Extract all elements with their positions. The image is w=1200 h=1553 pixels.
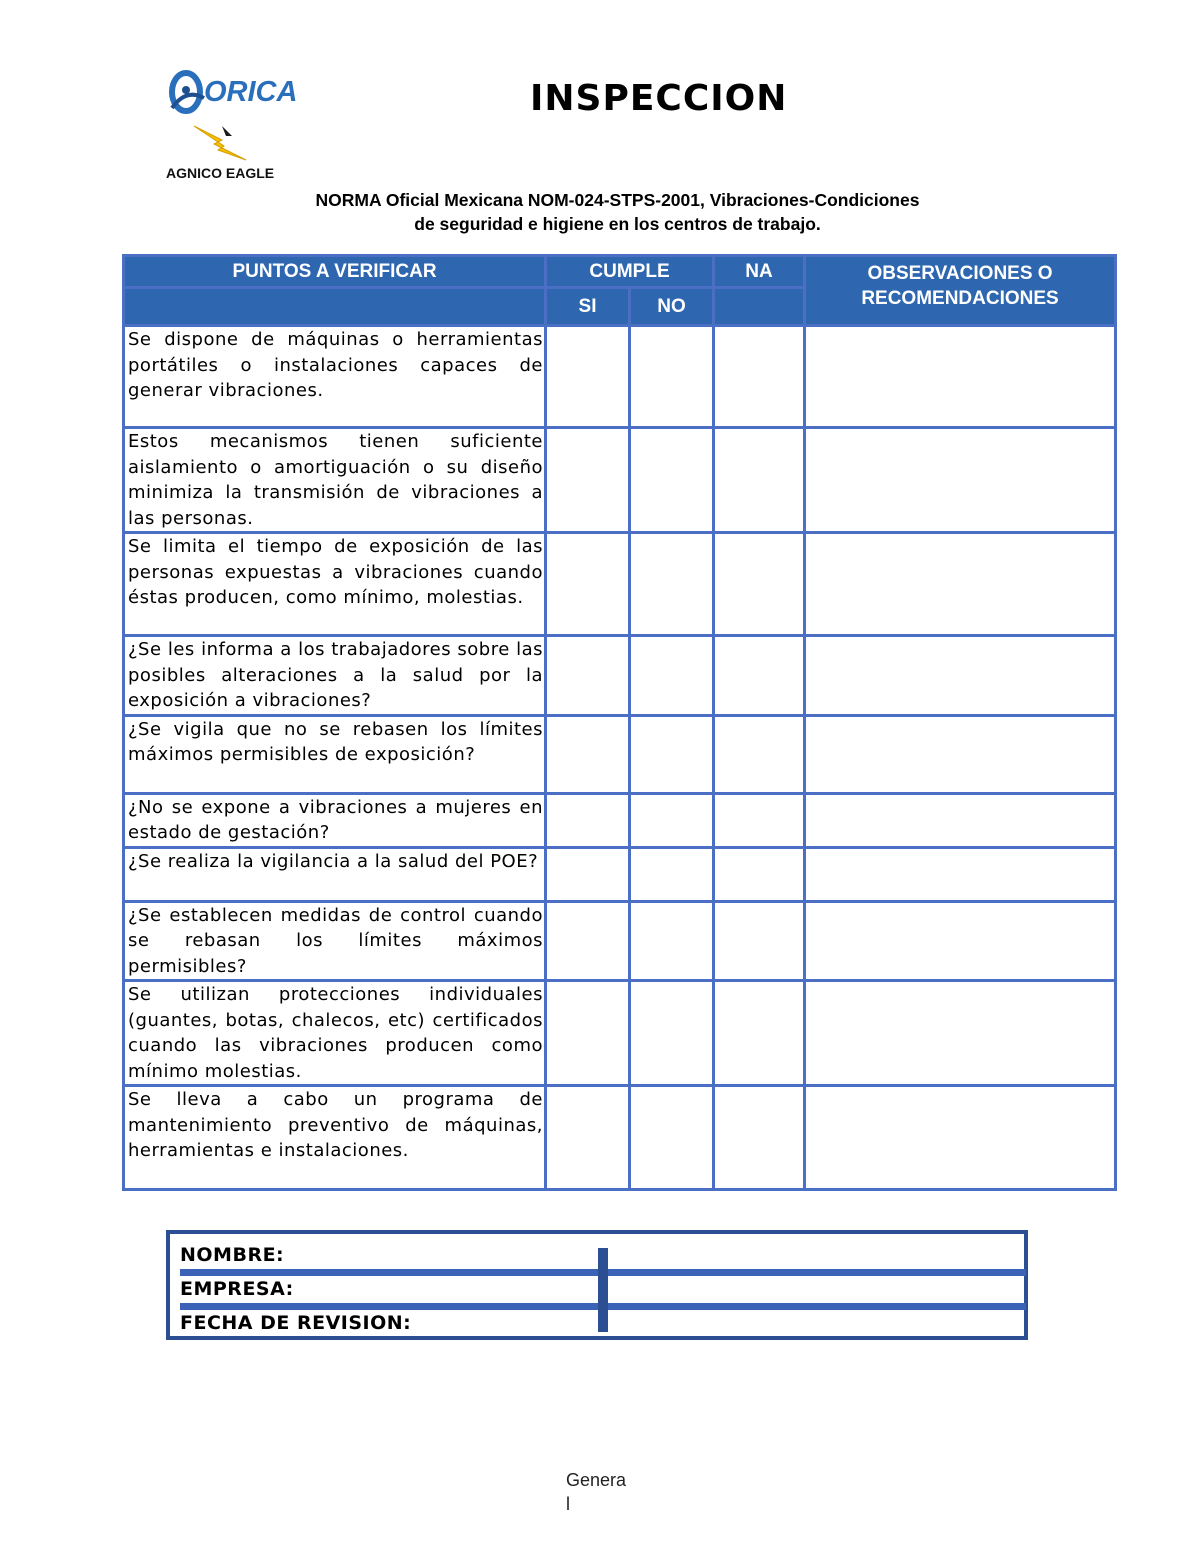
si-cell[interactable] xyxy=(546,793,630,847)
checklist-row xyxy=(124,326,1116,428)
nombre-field[interactable] xyxy=(610,1244,1020,1268)
na-cell[interactable] xyxy=(714,793,805,847)
observaciones-cell[interactable] xyxy=(805,715,1116,793)
norma-line-2: de seguridad e higiene en los centros de trabajo. xyxy=(414,214,821,234)
header-puntos-sub xyxy=(124,288,546,326)
header-si: SI xyxy=(546,288,630,326)
observaciones-cell[interactable] xyxy=(805,981,1116,1086)
no-cell[interactable] xyxy=(630,847,714,901)
checklist-body xyxy=(124,326,1116,1190)
question-text: Se utilizan protecciones individuales (guantes, botas, chalecos, etc) certificados cuando las vibraciones producen como mínimo molestias. xyxy=(124,981,546,1086)
si-cell[interactable] xyxy=(546,326,630,428)
question-text: Se dispone de máquinas o herramientas portátiles o instalaciones capaces de generar vibraciones. xyxy=(124,326,546,428)
observaciones-cell[interactable] xyxy=(805,793,1116,847)
empresa-field[interactable] xyxy=(610,1278,1020,1302)
norma-heading xyxy=(120,188,1115,236)
no-cell[interactable] xyxy=(630,533,714,636)
orica-logo-text: ORICA xyxy=(204,76,298,108)
checklist-row xyxy=(124,793,1116,847)
na-cell[interactable] xyxy=(714,715,805,793)
no-cell[interactable] xyxy=(630,901,714,981)
observaciones-cell[interactable] xyxy=(805,533,1116,636)
nombre-label: NOMBRE: xyxy=(180,1244,285,1266)
na-cell[interactable] xyxy=(714,847,805,901)
si-cell[interactable] xyxy=(546,901,630,981)
page-footer xyxy=(566,1468,626,1516)
na-cell[interactable] xyxy=(714,428,805,533)
page-footer-line-1: Genera xyxy=(566,1470,627,1490)
si-cell[interactable] xyxy=(546,847,630,901)
no-cell[interactable] xyxy=(630,636,714,716)
header-cumple: CUMPLE xyxy=(546,256,714,288)
no-cell[interactable] xyxy=(630,326,714,428)
na-cell[interactable] xyxy=(714,1086,805,1190)
checklist-row xyxy=(124,1086,1116,1190)
question-text: Estos mecanismos tienen suficiente aislamiento o amortiguación o su diseño minimiza la transmisión de vibraciones a las personas. xyxy=(124,428,546,533)
checklist-row xyxy=(124,636,1116,716)
header-observaciones: OBSERVACIONES O RECOMENDACIONES xyxy=(805,256,1116,326)
question-text: ¿Se realiza la vigilancia a la salud del POE? xyxy=(124,847,546,901)
norma-line-1: NORMA Oficial Mexicana NOM-024-STPS-2001, Vibraciones-Condiciones xyxy=(315,190,920,210)
si-cell[interactable] xyxy=(546,533,630,636)
page-footer-line-2: l xyxy=(566,1494,570,1514)
checklist-row xyxy=(124,428,1116,533)
si-cell[interactable] xyxy=(546,981,630,1086)
question-text: ¿Se vigila que no se rebasen los límites máximos permisibles de exposición? xyxy=(124,715,546,793)
question-text: ¿No se expone a vibraciones a mujeres en estado de gestación? xyxy=(124,793,546,847)
observaciones-cell[interactable] xyxy=(805,1086,1116,1190)
page-title: INSPECCION xyxy=(530,78,788,119)
observaciones-cell[interactable] xyxy=(805,326,1116,428)
na-cell[interactable] xyxy=(714,533,805,636)
checklist-row xyxy=(124,533,1116,636)
si-cell[interactable] xyxy=(546,1086,630,1190)
na-cell[interactable] xyxy=(714,901,805,981)
no-cell[interactable] xyxy=(630,793,714,847)
fecha-revision-label: FECHA DE REVISION: xyxy=(180,1312,412,1334)
observaciones-cell[interactable] xyxy=(805,901,1116,981)
observaciones-cell[interactable] xyxy=(805,428,1116,533)
no-cell[interactable] xyxy=(630,428,714,533)
header-no: NO xyxy=(630,288,714,326)
no-cell[interactable] xyxy=(630,715,714,793)
form-column-divider xyxy=(598,1248,608,1332)
si-cell[interactable] xyxy=(546,428,630,533)
question-text: Se limita el tiempo de exposición de las personas expuestas a vibraciones cuando éstas producen, como mínimo, molestias. xyxy=(124,533,546,636)
na-cell[interactable] xyxy=(714,326,805,428)
signature-form xyxy=(166,1230,1028,1340)
header-na: NA xyxy=(714,256,805,288)
question-text: ¿Se establecen medidas de control cuando se rebasan los límites máximos permisibles? xyxy=(124,901,546,981)
empresa-label: EMPRESA: xyxy=(180,1278,294,1300)
inspection-table xyxy=(122,254,1117,1191)
checklist-row xyxy=(124,847,1116,901)
observaciones-cell[interactable] xyxy=(805,847,1116,901)
si-cell[interactable] xyxy=(546,636,630,716)
checklist-row xyxy=(124,715,1116,793)
question-text: ¿Se les informa a los trabajadores sobre las posibles alteraciones a la salud por la exposición a vibraciones? xyxy=(124,636,546,716)
question-text: Se lleva a cabo un programa de mantenimiento preventivo de máquinas, herramientas e instalaciones. xyxy=(124,1086,546,1190)
na-cell[interactable] xyxy=(714,981,805,1086)
header-puntos: PUNTOS A VERIFICAR xyxy=(124,256,546,288)
header-na-sub xyxy=(714,288,805,326)
fecha-revision-field[interactable] xyxy=(610,1312,1020,1336)
checklist-row xyxy=(124,901,1116,981)
si-cell[interactable] xyxy=(546,715,630,793)
no-cell[interactable] xyxy=(630,1086,714,1190)
checklist-row xyxy=(124,981,1116,1086)
observaciones-cell[interactable] xyxy=(805,636,1116,716)
agnico-eagle-logo-text: AGNICO EAGLE xyxy=(166,165,275,181)
no-cell[interactable] xyxy=(630,981,714,1086)
agnico-eagle-logo-mark xyxy=(192,122,248,164)
na-cell[interactable] xyxy=(714,636,805,716)
